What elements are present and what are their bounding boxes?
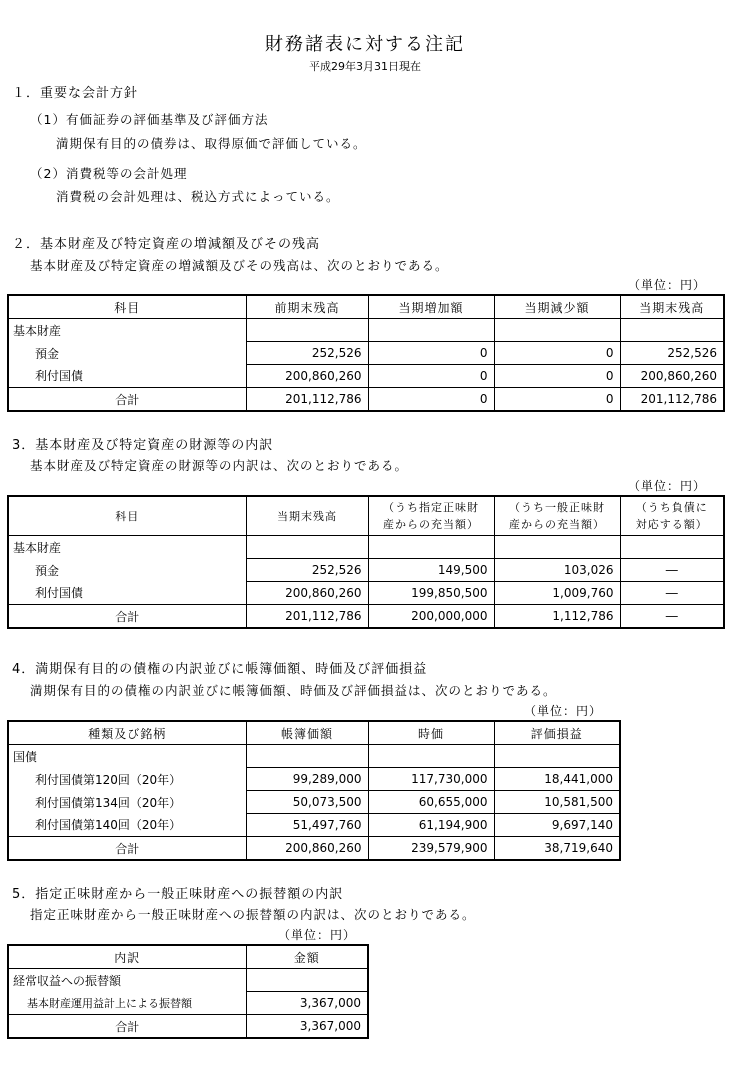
cell-value: 149,500 <box>368 559 494 582</box>
cell-value: 200,860,260 <box>246 582 368 605</box>
table-row <box>8 814 620 837</box>
cell-value: 252,526 <box>246 342 368 365</box>
cell-value: 0 <box>494 365 620 388</box>
table-row <box>8 969 368 992</box>
total-value: 1,112,786 <box>494 605 620 629</box>
col-header: 当期末残高 <box>246 496 368 536</box>
cell-value: ― <box>620 582 724 605</box>
section-1-heading: １．重要な会計方針 <box>12 86 139 101</box>
total-value: 201,112,786 <box>246 388 368 412</box>
col-header: 科目 <box>8 496 246 536</box>
col-header: （うち指定正味財 産からの充当額） <box>368 496 494 536</box>
total-label: 合計 <box>8 605 246 629</box>
total-label: 合計 <box>8 837 246 861</box>
table-row <box>8 582 724 605</box>
total-value: 0 <box>368 388 494 412</box>
table-row <box>8 745 620 768</box>
cell-value: 0 <box>368 342 494 365</box>
section-3-heading: 3．基本財産及び特定資産の財源等の内訳 <box>12 438 274 453</box>
total-label: 合計 <box>8 1015 246 1039</box>
cell-value: ― <box>620 559 724 582</box>
section-1-sub1-text: 満期保有目的の債券は、取得原価で評価している。 <box>56 136 367 151</box>
cell-value: 9,697,140 <box>494 814 620 837</box>
report-date: 平成29年3月31日現在 <box>309 60 421 73</box>
total-value: 201,112,786 <box>246 605 368 629</box>
table-3-sources <box>7 495 725 629</box>
table-row <box>8 536 724 559</box>
total-value: 200,860,260 <box>246 837 368 861</box>
section-4-unit: （単位：円） <box>524 704 603 718</box>
total-value: 38,719,640 <box>494 837 620 861</box>
section-5-text: 指定正味財産から一般正味財産への振替額の内訳は、次のとおりである。 <box>30 907 476 922</box>
total-value: 200,000,000 <box>368 605 494 629</box>
section-5-unit: （単位：円） <box>278 928 357 942</box>
cell-value: 252,526 <box>620 342 724 365</box>
col-header: 前期末残高 <box>246 295 368 319</box>
table-row <box>8 319 724 342</box>
col-header: 当期末残高 <box>620 295 724 319</box>
cell-value: 50,073,500 <box>246 791 368 814</box>
cell-value: 252,526 <box>246 559 368 582</box>
section-2-heading: ２．基本財産及び特定資産の増減額及びその残高 <box>12 237 321 252</box>
col-header: 種類及び銘柄 <box>8 721 246 745</box>
cell-value: 1,009,760 <box>494 582 620 605</box>
section-2-text: 基本財産及び特定資産の増減額及びその残高は、次のとおりである。 <box>30 258 449 273</box>
section-3-unit: （単位：円） <box>628 479 707 493</box>
section-1-sub2-heading: （2）消費税等の会計処理 <box>30 166 188 181</box>
table-row <box>8 992 368 1015</box>
table-row <box>8 342 724 365</box>
col-header: 金額 <box>246 945 368 969</box>
row-label: 利付国債第120回（20年） <box>8 768 246 791</box>
row-label: 利付国債 <box>8 365 246 388</box>
total-label: 合計 <box>8 388 246 412</box>
row-label: 預金 <box>8 559 246 582</box>
row-label: 利付国債第140回（20年） <box>8 814 246 837</box>
col-header: 科目 <box>8 295 246 319</box>
cell-value: 10,581,500 <box>494 791 620 814</box>
col-header: 当期増加額 <box>368 295 494 319</box>
col-header: 時価 <box>368 721 494 745</box>
col-header: 内訳 <box>8 945 246 969</box>
table-total-row <box>8 605 724 629</box>
cell-value: 3,367,000 <box>246 992 368 1015</box>
table-2-changes <box>7 294 725 412</box>
cell-value: 0 <box>368 365 494 388</box>
row-label: 預金 <box>8 342 246 365</box>
table-total-row <box>8 837 620 861</box>
cell-value: 199,850,500 <box>368 582 494 605</box>
col-header: 当期減少額 <box>494 295 620 319</box>
cell-value: 200,860,260 <box>246 365 368 388</box>
cell-value: 60,655,000 <box>368 791 494 814</box>
total-value: 0 <box>494 388 620 412</box>
total-value: 3,367,000 <box>246 1015 368 1039</box>
section-2-unit: （単位：円） <box>628 278 707 292</box>
table-total-row <box>8 1015 368 1039</box>
table-row <box>8 559 724 582</box>
cell-value: 99,289,000 <box>246 768 368 791</box>
category-label: 基本財産 <box>8 319 246 342</box>
category-label: 基本財産 <box>8 536 246 559</box>
row-label: 利付国債 <box>8 582 246 605</box>
cell-value: 51,497,760 <box>246 814 368 837</box>
total-value: ― <box>620 605 724 629</box>
cell-value: 117,730,000 <box>368 768 494 791</box>
section-5-heading: 5．指定正味財産から一般正味財産への振替額の内訳 <box>12 887 344 902</box>
cell-value: 103,026 <box>494 559 620 582</box>
row-label: 利付国債第134回（20年） <box>8 791 246 814</box>
total-value: 239,579,900 <box>368 837 494 861</box>
row-label: 基本財産運用益計上による振替額 <box>8 992 246 1015</box>
table-row <box>8 365 724 388</box>
table-total-row <box>8 388 724 412</box>
col-header: 帳簿価額 <box>246 721 368 745</box>
table-5-transfers <box>7 944 369 1039</box>
total-value: 201,112,786 <box>620 388 724 412</box>
category-label: 国債 <box>8 745 246 768</box>
cell-value: 61,194,900 <box>368 814 494 837</box>
section-1-sub1-heading: （1）有価証券の評価基準及び評価方法 <box>30 112 269 127</box>
cell-value: 18,441,000 <box>494 768 620 791</box>
section-3-text: 基本財産及び特定資産の財源等の内訳は、次のとおりである。 <box>30 458 409 473</box>
col-header: （うち一般正味財 産からの充当額） <box>494 496 620 536</box>
table-row <box>8 791 620 814</box>
page-title: 財務諸表に対する注記 <box>265 34 465 55</box>
col-header: 評価損益 <box>494 721 620 745</box>
col-header: （うち負債に 対応する額） <box>620 496 724 536</box>
category-label: 経常収益への振替額 <box>8 969 246 992</box>
section-4-text: 満期保有目的の債権の内訳並びに帳簿価額、時価及び評価損益は、次のとおりである。 <box>30 683 557 698</box>
section-1-sub2-text: 消費税の会計処理は、税込方式によっている。 <box>56 189 340 204</box>
table-row <box>8 768 620 791</box>
section-4-heading: 4．満期保有目的の債権の内訳並びに帳簿価額、時価及び評価損益 <box>12 662 428 677</box>
cell-value: 200,860,260 <box>620 365 724 388</box>
table-4-bonds <box>7 720 621 861</box>
cell-value: 0 <box>494 342 620 365</box>
